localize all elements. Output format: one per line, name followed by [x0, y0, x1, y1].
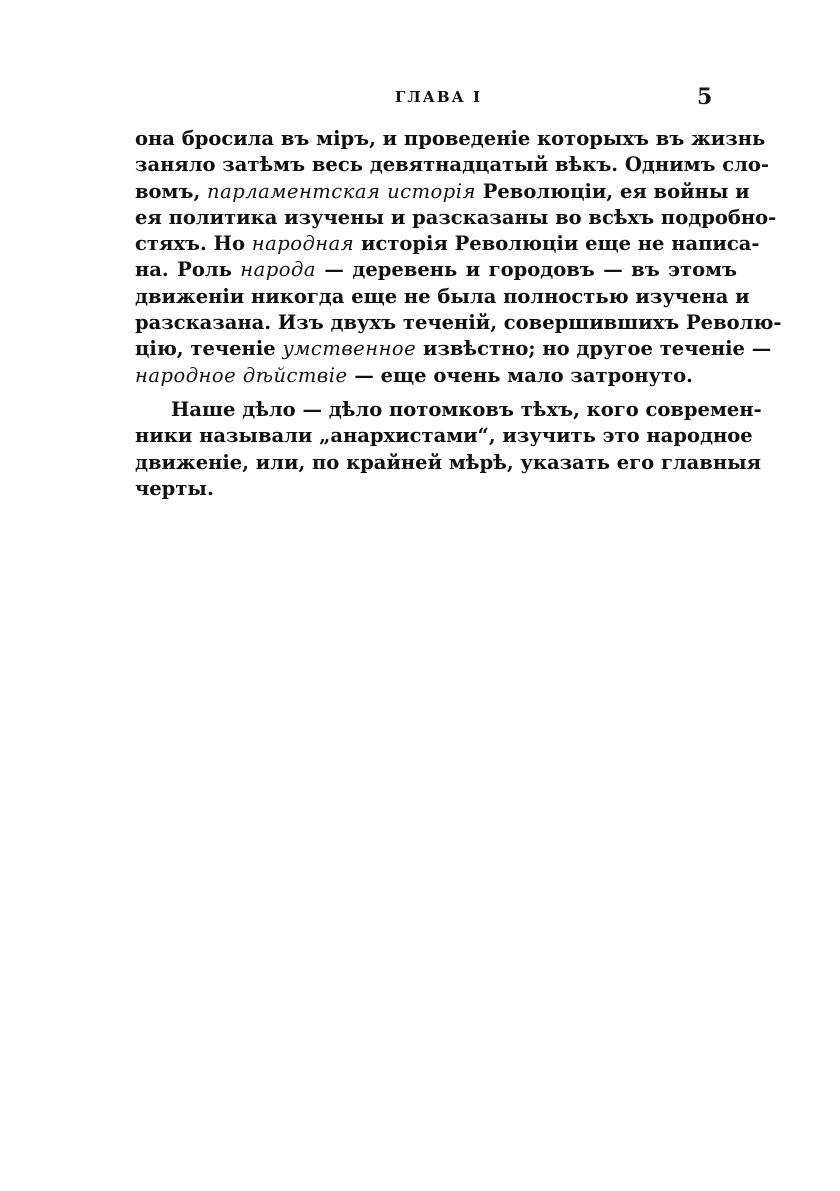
page-number: 5 — [697, 84, 713, 110]
italic-run: парламентская исторія — [207, 179, 476, 203]
paragraph-gap — [135, 389, 737, 397]
text-line — [135, 476, 737, 502]
paragraph — [135, 126, 782, 389]
text-run: движеніи никогда еще не была полностью изучена и — [135, 284, 750, 308]
text-run: — деревень и городовъ — въ этомъ — [315, 258, 737, 282]
text-run: разсказана. Изъ двухъ теченій, совершившихъ Револю- — [135, 311, 782, 335]
text-run: на. Роль — [135, 258, 241, 282]
text-run: заняло затѣмъ весь девятнадцатый вѣкъ. Однимъ сло- — [135, 153, 769, 177]
text-run: движеніе, или, по крайней мѣрѣ, указать его главныя — [135, 450, 762, 474]
text-line — [135, 179, 750, 205]
text-line — [135, 310, 782, 336]
text-line — [135, 126, 766, 152]
text-line — [135, 363, 737, 389]
italic-run: умственное — [282, 337, 417, 361]
text-line — [135, 152, 769, 178]
text-run: стяхъ. Но — [135, 232, 252, 256]
text-run: Наше дѣло — дѣло потомковъ тѣхъ, кого современ- — [171, 397, 762, 421]
text-run: — еще очень мало затронуто. — [347, 363, 693, 387]
text-run: черты. — [135, 476, 214, 500]
italic-run: народное дѣйствіе — [135, 363, 348, 387]
text-run: исторія Революціи еще не написа- — [354, 232, 760, 256]
text-run: ники называли „анархистами“, изучить это народное — [135, 424, 753, 448]
running-head: ГЛАВА I — [395, 88, 482, 106]
text-run: вомъ, — [135, 179, 208, 203]
text-line — [135, 284, 750, 310]
text-line — [135, 423, 753, 449]
text-line — [135, 336, 772, 362]
text-line — [135, 231, 760, 257]
italic-run: народа — [240, 258, 316, 282]
text-run: извѣстно; но другое теченіе — — [416, 337, 772, 361]
text-run: Революціи, ея войны и — [475, 179, 750, 203]
text-line — [135, 450, 762, 476]
body-text — [135, 126, 782, 502]
text-line — [135, 257, 737, 283]
text-run: она бросила въ міръ, и проведеніе которыхъ въ жизнь — [135, 127, 766, 150]
text-run: цію, теченіе — [135, 337, 283, 361]
text-line — [135, 205, 777, 231]
text-run: ея политика изучены и разсказаны во всѣхъ подробно- — [135, 205, 777, 229]
italic-run: народная — [251, 232, 355, 256]
text-line — [135, 397, 762, 423]
paragraph — [135, 397, 762, 502]
